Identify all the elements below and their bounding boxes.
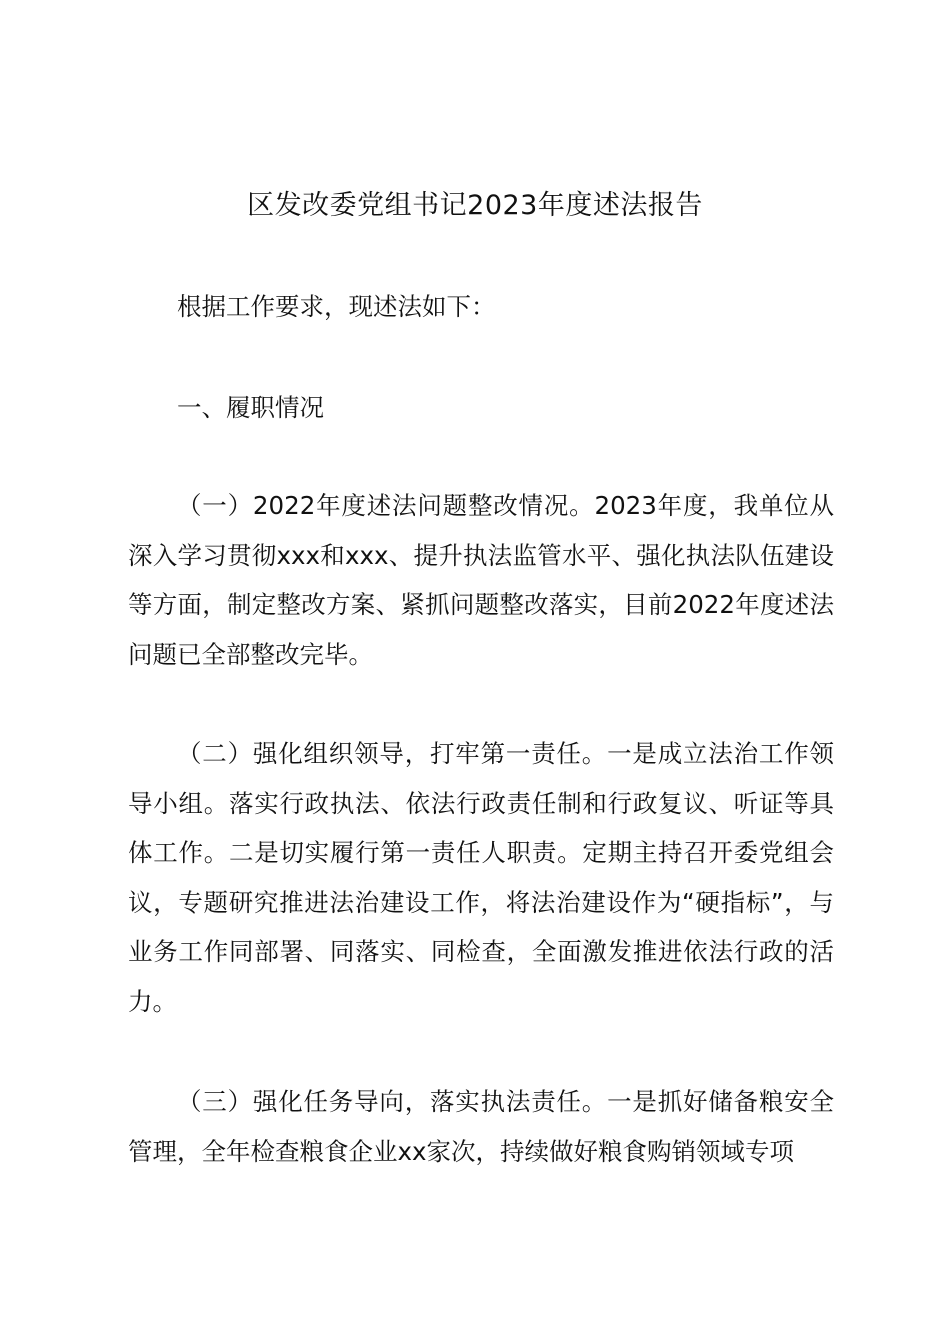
intro-paragraph: 根据工作要求，现述法如下： [177, 292, 496, 321]
section-1-paragraph: （一）2022年度述法问题整改情况。2023年度，我单位从深入学习贯彻xxx和xxx、提升执法监管水平、强化执法队伍建设等方面，制定整改方案、紧抓问题整改落实，目前2022年度述法问题已全部整改完毕。 [128, 491, 834, 669]
section-3-paragraph: （三）强化任务导向，落实执法责任。一是抓好储备粮安全管理，全年检查粮食企业xx家次，持续做好粮食购销领域专项 [128, 1087, 834, 1166]
section-2-paragraph: （二）强化组织领导，打牢第一责任。一是成立法治工作领导小组。落实行政执法、依法行政责任制和行政复议、听证等具体工作。二是切实履行第一责任人职责。定期主持召开委党组会议，专题研究推进法治建设工作，将法治建设作为“硬指标”，与业务工作同部署、同落实、同检查，全面激发推进依法行政的活力。 [128, 739, 834, 1016]
section-heading-performance: 一、履职情况 [177, 393, 324, 422]
document-title: 区发改委党组书记2023年度述法报告 [247, 190, 703, 221]
